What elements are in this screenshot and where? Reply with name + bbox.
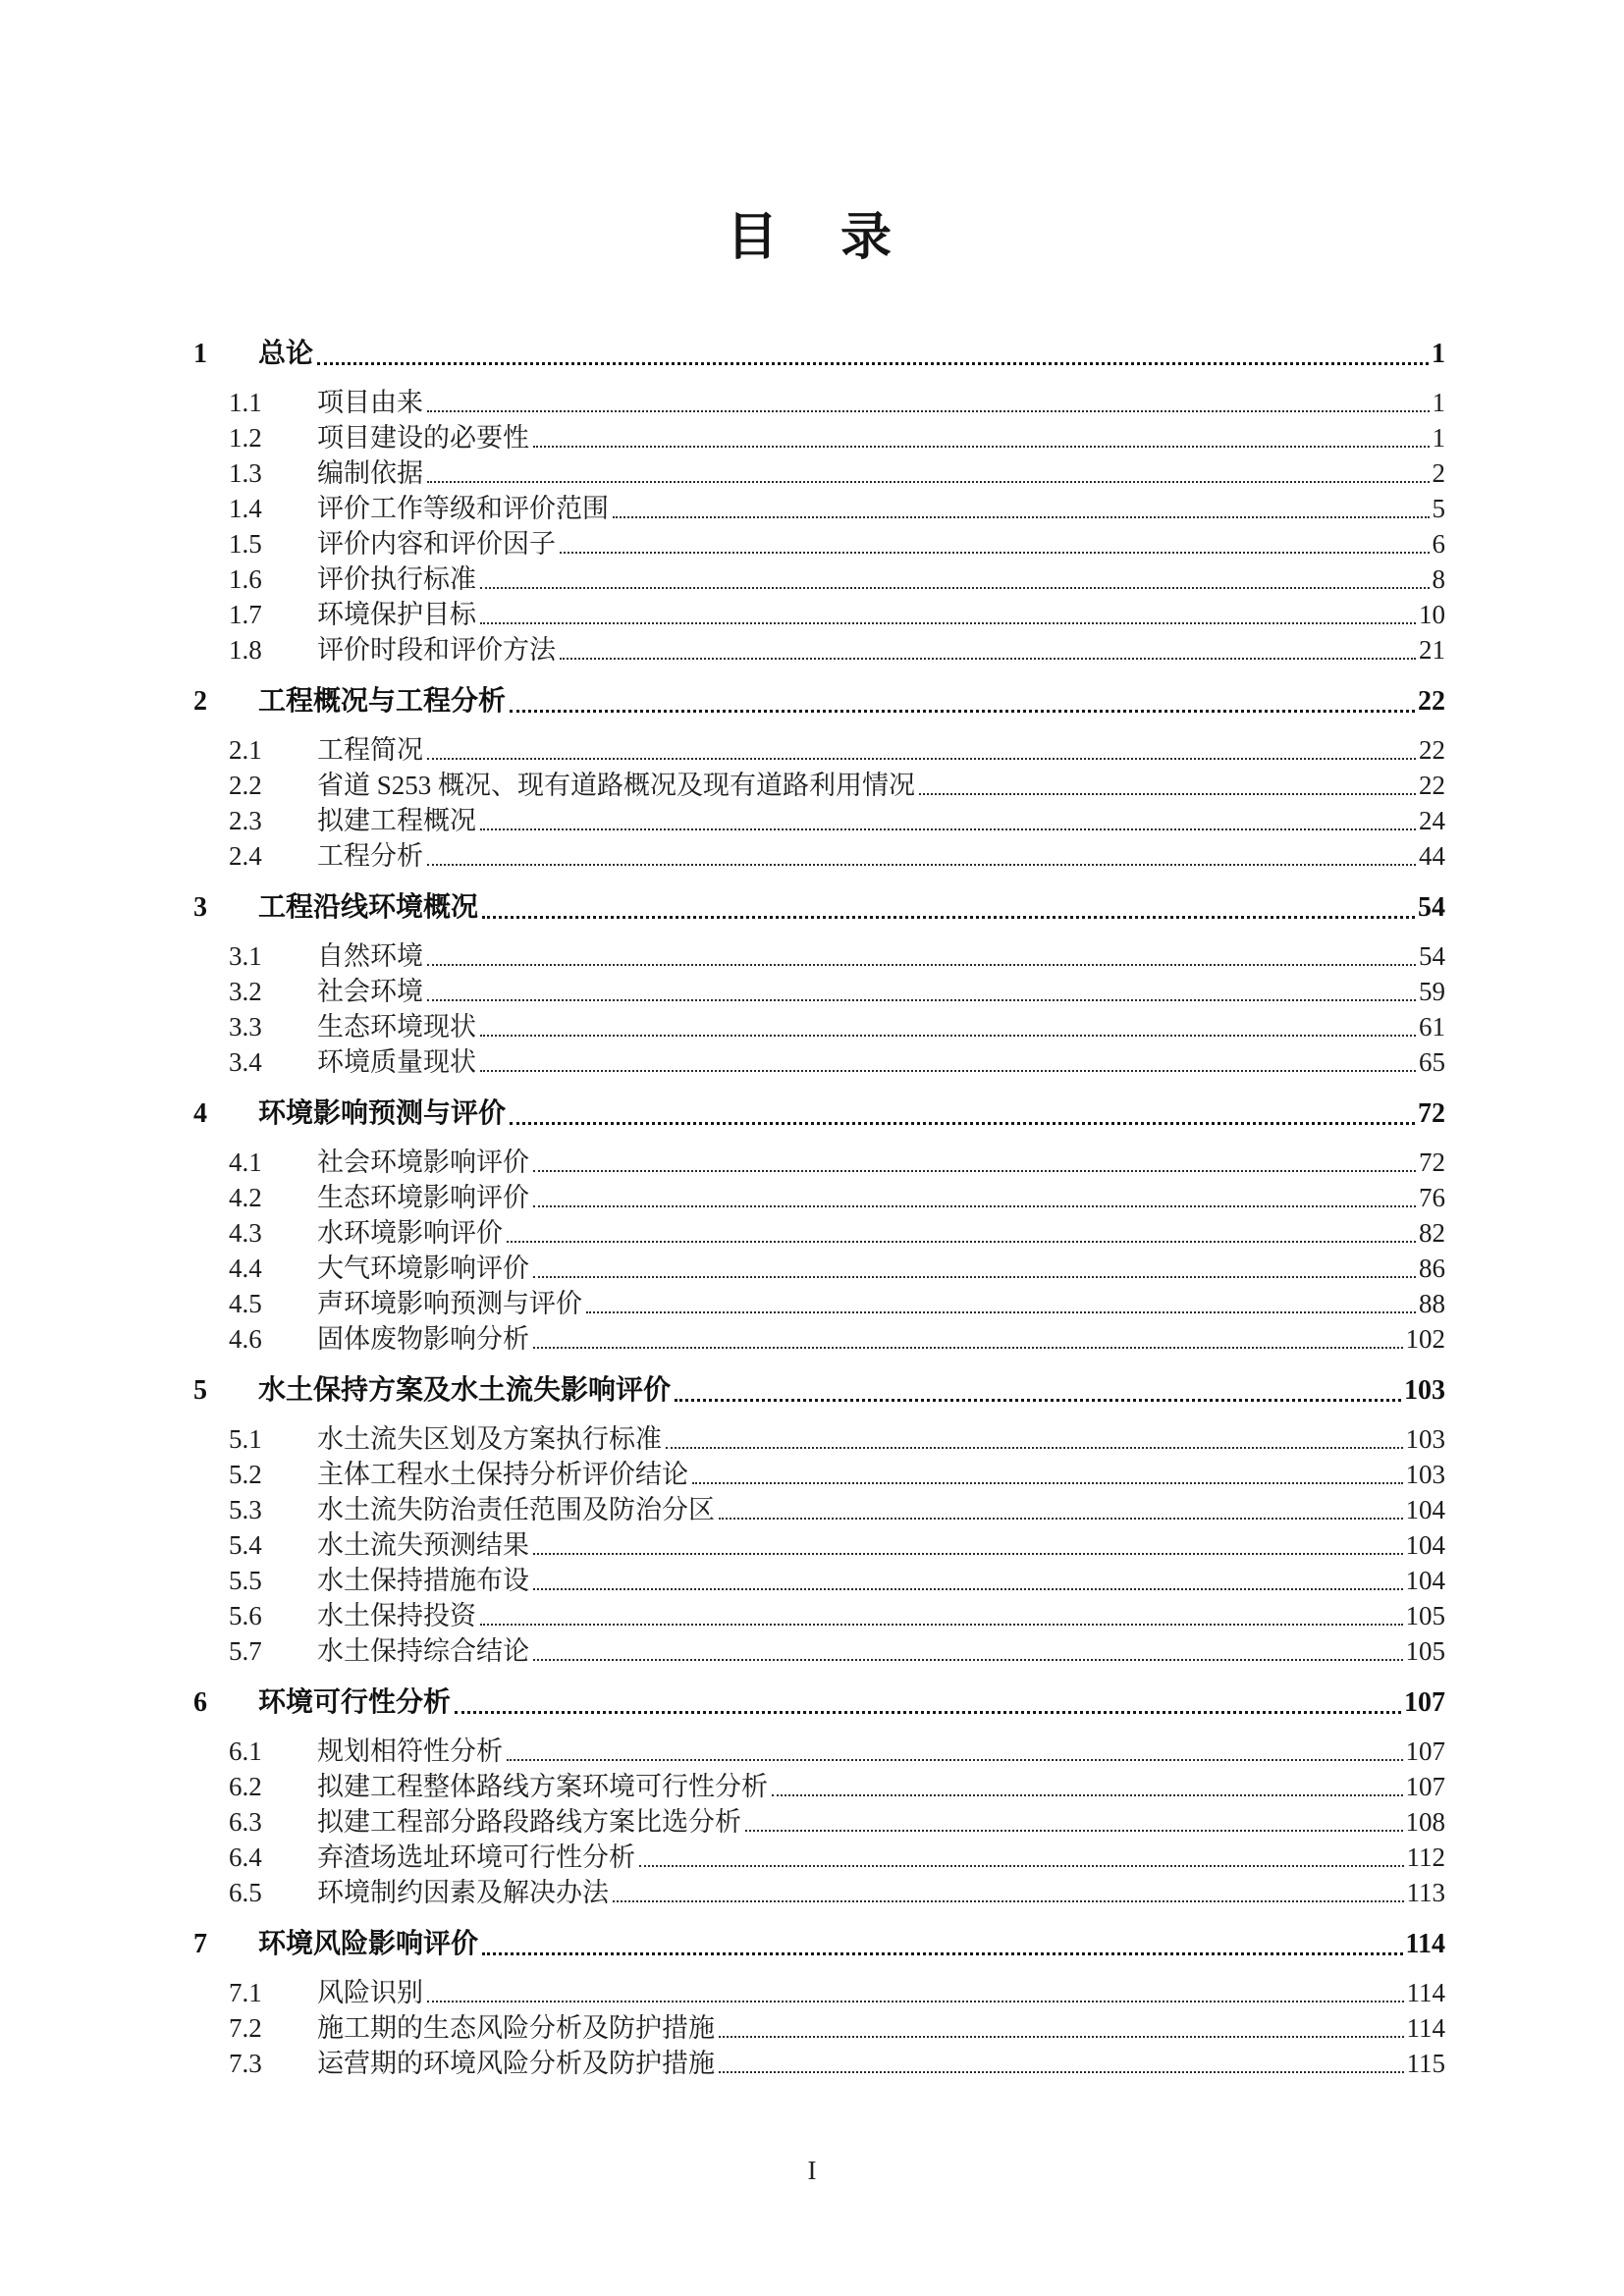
dot-leader — [745, 1804, 1403, 1832]
entry-number: 5.4 — [229, 1530, 262, 1560]
dot-leader — [719, 2010, 1404, 2038]
entry-title: 环境制约因素及解决办法 — [317, 1878, 609, 1907]
section-row-4-2 — [193, 1180, 1445, 1215]
dot-leader — [510, 1096, 1415, 1125]
entry-page-number: 10 — [1419, 600, 1445, 629]
entry-page-number: 44 — [1419, 841, 1445, 871]
dot-leader — [533, 1251, 1416, 1278]
section-row-1-3 — [193, 455, 1445, 491]
dot-leader — [639, 1840, 1404, 1867]
entry-page-number: 1 — [1432, 423, 1445, 453]
entry-page-number: 72 — [1418, 1098, 1445, 1129]
entry-page-number: 114 — [1405, 1929, 1445, 1959]
dot-leader — [480, 803, 1416, 830]
chapter-row-1 — [193, 337, 1445, 372]
dot-leader — [427, 455, 1430, 483]
entry-page-number: 54 — [1418, 892, 1445, 923]
entry-number: 4.5 — [229, 1289, 262, 1318]
entry-number: 3.4 — [229, 1047, 262, 1077]
dot-leader — [533, 1527, 1403, 1555]
dot-leader — [427, 974, 1416, 1001]
section-row-4-5 — [193, 1286, 1445, 1321]
entry-page-number: 76 — [1419, 1183, 1445, 1212]
footer-page-number: I — [807, 2156, 817, 2185]
dot-leader — [772, 1769, 1403, 1796]
section-row-7-2 — [193, 2010, 1445, 2046]
section-row-5-6 — [193, 1598, 1445, 1633]
entry-title: 评价时段和评价方法 — [317, 635, 556, 665]
dot-leader — [613, 1875, 1404, 1902]
entry-title: 水土保持综合结论 — [317, 1636, 529, 1666]
entry-number: 6.1 — [229, 1736, 262, 1766]
section-row-4-6 — [193, 1321, 1445, 1357]
section-row-6-2 — [193, 1769, 1445, 1804]
entry-number: 4.3 — [229, 1218, 262, 1248]
entry-title: 水土保持方案及水土流失影响评价 — [258, 1375, 672, 1406]
dot-leader — [560, 632, 1416, 660]
section-row-6-5 — [193, 1875, 1445, 1910]
entry-number: 5.6 — [229, 1601, 262, 1630]
section-row-4-3 — [193, 1215, 1445, 1251]
entry-number: 1.7 — [229, 600, 262, 629]
entry-number: 6.5 — [229, 1878, 262, 1907]
dot-leader — [427, 938, 1416, 966]
entry-page-number: 5 — [1432, 494, 1445, 523]
entry-page-number: 107 — [1405, 1736, 1445, 1766]
entry-page-number: 61 — [1419, 1012, 1445, 1041]
section-row-3-2 — [193, 974, 1445, 1009]
dot-leader — [533, 1321, 1403, 1349]
page-title: 目 录 — [726, 210, 897, 266]
entry-number: 4.2 — [229, 1183, 262, 1212]
entry-number: 3 — [193, 892, 207, 923]
entry-number: 2.4 — [229, 841, 262, 871]
dot-leader — [666, 1421, 1403, 1449]
entry-title: 声环境影响预测与评价 — [317, 1289, 582, 1318]
entry-title: 环境保护目标 — [317, 600, 476, 629]
section-row-1-6 — [193, 561, 1445, 597]
entry-number: 5 — [193, 1375, 207, 1406]
entry-number: 4.1 — [229, 1148, 262, 1177]
entry-page-number: 112 — [1406, 1842, 1445, 1872]
entry-page-number: 104 — [1405, 1566, 1445, 1595]
table-of-contents — [0, 269, 1624, 2081]
section-row-1-8 — [193, 632, 1445, 667]
entry-title: 生态环境现状 — [317, 1012, 476, 1041]
entry-page-number: 1 — [1432, 339, 1445, 369]
dot-leader — [533, 420, 1430, 448]
entry-page-number: 22 — [1418, 686, 1445, 717]
entry-page-number: 105 — [1405, 1601, 1445, 1630]
entry-number: 7.2 — [229, 2013, 262, 2043]
entry-page-number: 103 — [1405, 1460, 1445, 1489]
entry-title: 评价内容和评价因子 — [317, 529, 556, 559]
entry-title: 环境影响预测与评价 — [258, 1098, 507, 1129]
entry-title: 水土流失预测结果 — [317, 1530, 529, 1560]
chapter-row-2 — [193, 684, 1445, 720]
entry-page-number: 114 — [1406, 2013, 1445, 2043]
entry-page-number: 8 — [1432, 564, 1445, 594]
entry-title: 风险识别 — [317, 1978, 423, 2007]
dot-leader — [427, 732, 1416, 760]
entry-number: 6.2 — [229, 1772, 262, 1801]
entry-title: 编制依据 — [317, 458, 423, 488]
entry-title: 大气环境影响评价 — [317, 1254, 529, 1283]
section-row-3-4 — [193, 1044, 1445, 1080]
dot-leader — [482, 1927, 1403, 1955]
entry-number: 6.3 — [229, 1807, 262, 1837]
entry-number: 4.6 — [229, 1324, 262, 1354]
dot-leader — [692, 1457, 1403, 1484]
entry-page-number: 114 — [1406, 1978, 1445, 2007]
section-row-5-3 — [193, 1492, 1445, 1527]
entry-number: 5.7 — [229, 1636, 262, 1666]
entry-title: 省道 S253 概况、现有道路概况及现有道路利用情况 — [317, 771, 916, 800]
section-row-7-1 — [193, 1975, 1445, 2010]
section-row-5-7 — [193, 1633, 1445, 1669]
entry-title: 水土流失防治责任范围及防治分区 — [317, 1495, 715, 1524]
entry-number: 1.1 — [229, 388, 262, 417]
section-row-2-1 — [193, 732, 1445, 768]
dot-leader — [919, 768, 1416, 795]
entry-page-number: 108 — [1405, 1807, 1445, 1837]
entry-page-number: 21 — [1419, 635, 1445, 665]
section-row-5-2 — [193, 1457, 1445, 1492]
entry-title: 拟建工程整体路线方案环境可行性分析 — [317, 1772, 768, 1801]
section-row-4-1 — [193, 1145, 1445, 1180]
entry-page-number: 86 — [1419, 1254, 1445, 1283]
dot-leader — [586, 1286, 1416, 1313]
section-row-1-2 — [193, 420, 1445, 455]
entry-title: 工程分析 — [317, 841, 423, 871]
entry-number: 4 — [193, 1098, 207, 1129]
section-row-6-3 — [193, 1804, 1445, 1840]
entry-title: 拟建工程部分路段路线方案比选分析 — [317, 1807, 741, 1837]
chapter-row-5 — [193, 1373, 1445, 1409]
entry-number: 5.5 — [229, 1566, 262, 1595]
dot-leader — [533, 1180, 1416, 1207]
section-row-5-4 — [193, 1527, 1445, 1563]
entry-number: 2.2 — [229, 771, 262, 800]
entry-title: 工程概况与工程分析 — [258, 686, 507, 717]
entry-page-number: 1 — [1432, 388, 1445, 417]
section-row-2-3 — [193, 803, 1445, 838]
section-row-1-1 — [193, 385, 1445, 420]
entry-page-number: 2 — [1432, 458, 1445, 488]
chapter-row-3 — [193, 890, 1445, 926]
entry-page-number: 24 — [1419, 806, 1445, 835]
entry-page-number: 115 — [1406, 2049, 1445, 2078]
entry-number: 2 — [193, 686, 207, 717]
dot-leader — [533, 1145, 1416, 1172]
dot-leader — [427, 385, 1430, 412]
entry-title: 社会环境 — [317, 977, 423, 1006]
dot-leader — [455, 1685, 1401, 1714]
dot-leader — [560, 526, 1430, 554]
dot-leader — [480, 1044, 1416, 1072]
entry-page-number: 103 — [1404, 1375, 1445, 1406]
entry-number: 1.3 — [229, 458, 262, 488]
entry-number: 1 — [193, 339, 207, 369]
section-row-7-3 — [193, 2046, 1445, 2081]
dot-leader — [533, 1633, 1403, 1661]
entry-page-number: 103 — [1405, 1424, 1445, 1454]
dot-leader — [480, 597, 1416, 624]
entry-title: 工程简况 — [317, 735, 423, 765]
entry-number: 2.3 — [229, 806, 262, 835]
entry-number: 5.2 — [229, 1460, 262, 1489]
entry-page-number: 22 — [1419, 771, 1445, 800]
entry-page-number: 65 — [1419, 1047, 1445, 1077]
entry-title: 施工期的生态风险分析及防护措施 — [317, 2013, 715, 2043]
entry-title: 评价执行标准 — [317, 564, 476, 594]
entry-number: 6.4 — [229, 1842, 262, 1872]
dot-leader — [507, 1734, 1403, 1761]
entry-title: 固体废物影响分析 — [317, 1324, 529, 1354]
entry-page-number: 107 — [1404, 1687, 1445, 1718]
chapter-row-4 — [193, 1096, 1445, 1132]
entry-title: 主体工程水土保持分析评价结论 — [317, 1460, 688, 1489]
section-row-3-3 — [193, 1009, 1445, 1044]
entry-title: 工程沿线环境概况 — [258, 892, 479, 923]
dot-leader — [480, 561, 1430, 589]
chapter-row-7 — [193, 1927, 1445, 1962]
entry-number: 1.5 — [229, 529, 262, 559]
section-row-4-4 — [193, 1251, 1445, 1286]
entry-title: 环境可行性分析 — [258, 1687, 452, 1718]
entry-number: 1.8 — [229, 635, 262, 665]
section-row-2-2 — [193, 768, 1445, 803]
entry-title: 水土流失区划及方案执行标准 — [317, 1424, 662, 1454]
entry-number: 1.2 — [229, 423, 262, 453]
entry-number: 1.4 — [229, 494, 262, 523]
section-row-5-5 — [193, 1563, 1445, 1598]
entry-title: 总论 — [258, 339, 314, 369]
dot-leader — [719, 1492, 1403, 1520]
entry-title: 生态环境影响评价 — [317, 1183, 529, 1212]
entry-page-number: 107 — [1405, 1772, 1445, 1801]
entry-number: 7.3 — [229, 2049, 262, 2078]
entry-page-number: 59 — [1419, 977, 1445, 1006]
dot-leader — [317, 337, 1429, 365]
entry-number: 7.1 — [229, 1978, 262, 2007]
entry-number: 1.6 — [229, 564, 262, 594]
entry-number: 3.3 — [229, 1012, 262, 1041]
dot-leader — [427, 838, 1416, 866]
section-row-6-4 — [193, 1840, 1445, 1875]
entry-title: 项目由来 — [317, 388, 423, 417]
dot-leader — [482, 890, 1415, 919]
entry-title: 环境质量现状 — [317, 1047, 476, 1077]
entry-page-number: 102 — [1405, 1324, 1445, 1354]
dot-leader — [533, 1563, 1403, 1590]
entry-page-number: 6 — [1432, 529, 1445, 559]
entry-page-number: 88 — [1419, 1289, 1445, 1318]
entry-number: 4.4 — [229, 1254, 262, 1283]
entry-title: 项目建设的必要性 — [317, 423, 529, 453]
entry-number: 5.1 — [229, 1424, 262, 1454]
chapter-row-6 — [193, 1685, 1445, 1721]
entry-page-number: 113 — [1406, 1878, 1445, 1907]
dot-leader — [507, 1215, 1416, 1243]
entry-title: 水土保持措施布设 — [317, 1566, 529, 1595]
entry-page-number: 54 — [1419, 941, 1445, 971]
entry-page-number: 104 — [1405, 1530, 1445, 1560]
entry-title: 社会环境影响评价 — [317, 1148, 529, 1177]
entry-title: 规划相符性分析 — [317, 1736, 503, 1766]
entry-title: 环境风险影响评价 — [258, 1929, 479, 1959]
dot-leader — [480, 1598, 1403, 1626]
entry-number: 3.2 — [229, 977, 262, 1006]
dot-leader — [480, 1009, 1416, 1037]
dot-leader — [613, 491, 1430, 518]
entry-number: 7 — [193, 1929, 207, 1959]
entry-title: 评价工作等级和评价范围 — [317, 494, 609, 523]
entry-title: 拟建工程概况 — [317, 806, 476, 835]
entry-title: 水环境影响评价 — [317, 1218, 503, 1248]
dot-leader — [427, 1975, 1404, 2002]
dot-leader — [510, 684, 1415, 713]
entry-number: 5.3 — [229, 1495, 262, 1524]
entry-title: 水土保持投资 — [317, 1601, 476, 1630]
entry-page-number: 105 — [1405, 1636, 1445, 1666]
section-row-1-4 — [193, 491, 1445, 526]
entry-page-number: 82 — [1419, 1218, 1445, 1248]
dot-leader — [675, 1373, 1401, 1402]
entry-page-number: 22 — [1419, 735, 1445, 765]
entry-page-number: 72 — [1419, 1148, 1445, 1177]
section-row-1-5 — [193, 526, 1445, 561]
entry-number: 6 — [193, 1687, 207, 1718]
entry-number: 3.1 — [229, 941, 262, 971]
entry-title: 运营期的环境风险分析及防护措施 — [317, 2049, 715, 2078]
section-row-2-4 — [193, 838, 1445, 874]
entry-number: 2.1 — [229, 735, 262, 765]
section-row-1-7 — [193, 597, 1445, 632]
entry-title: 自然环境 — [317, 941, 423, 971]
section-row-3-1 — [193, 938, 1445, 974]
section-row-6-1 — [193, 1734, 1445, 1769]
entry-title: 弃渣场选址环境可行性分析 — [317, 1842, 635, 1872]
entry-page-number: 104 — [1405, 1495, 1445, 1524]
dot-leader — [719, 2046, 1404, 2073]
section-row-5-1 — [193, 1421, 1445, 1457]
